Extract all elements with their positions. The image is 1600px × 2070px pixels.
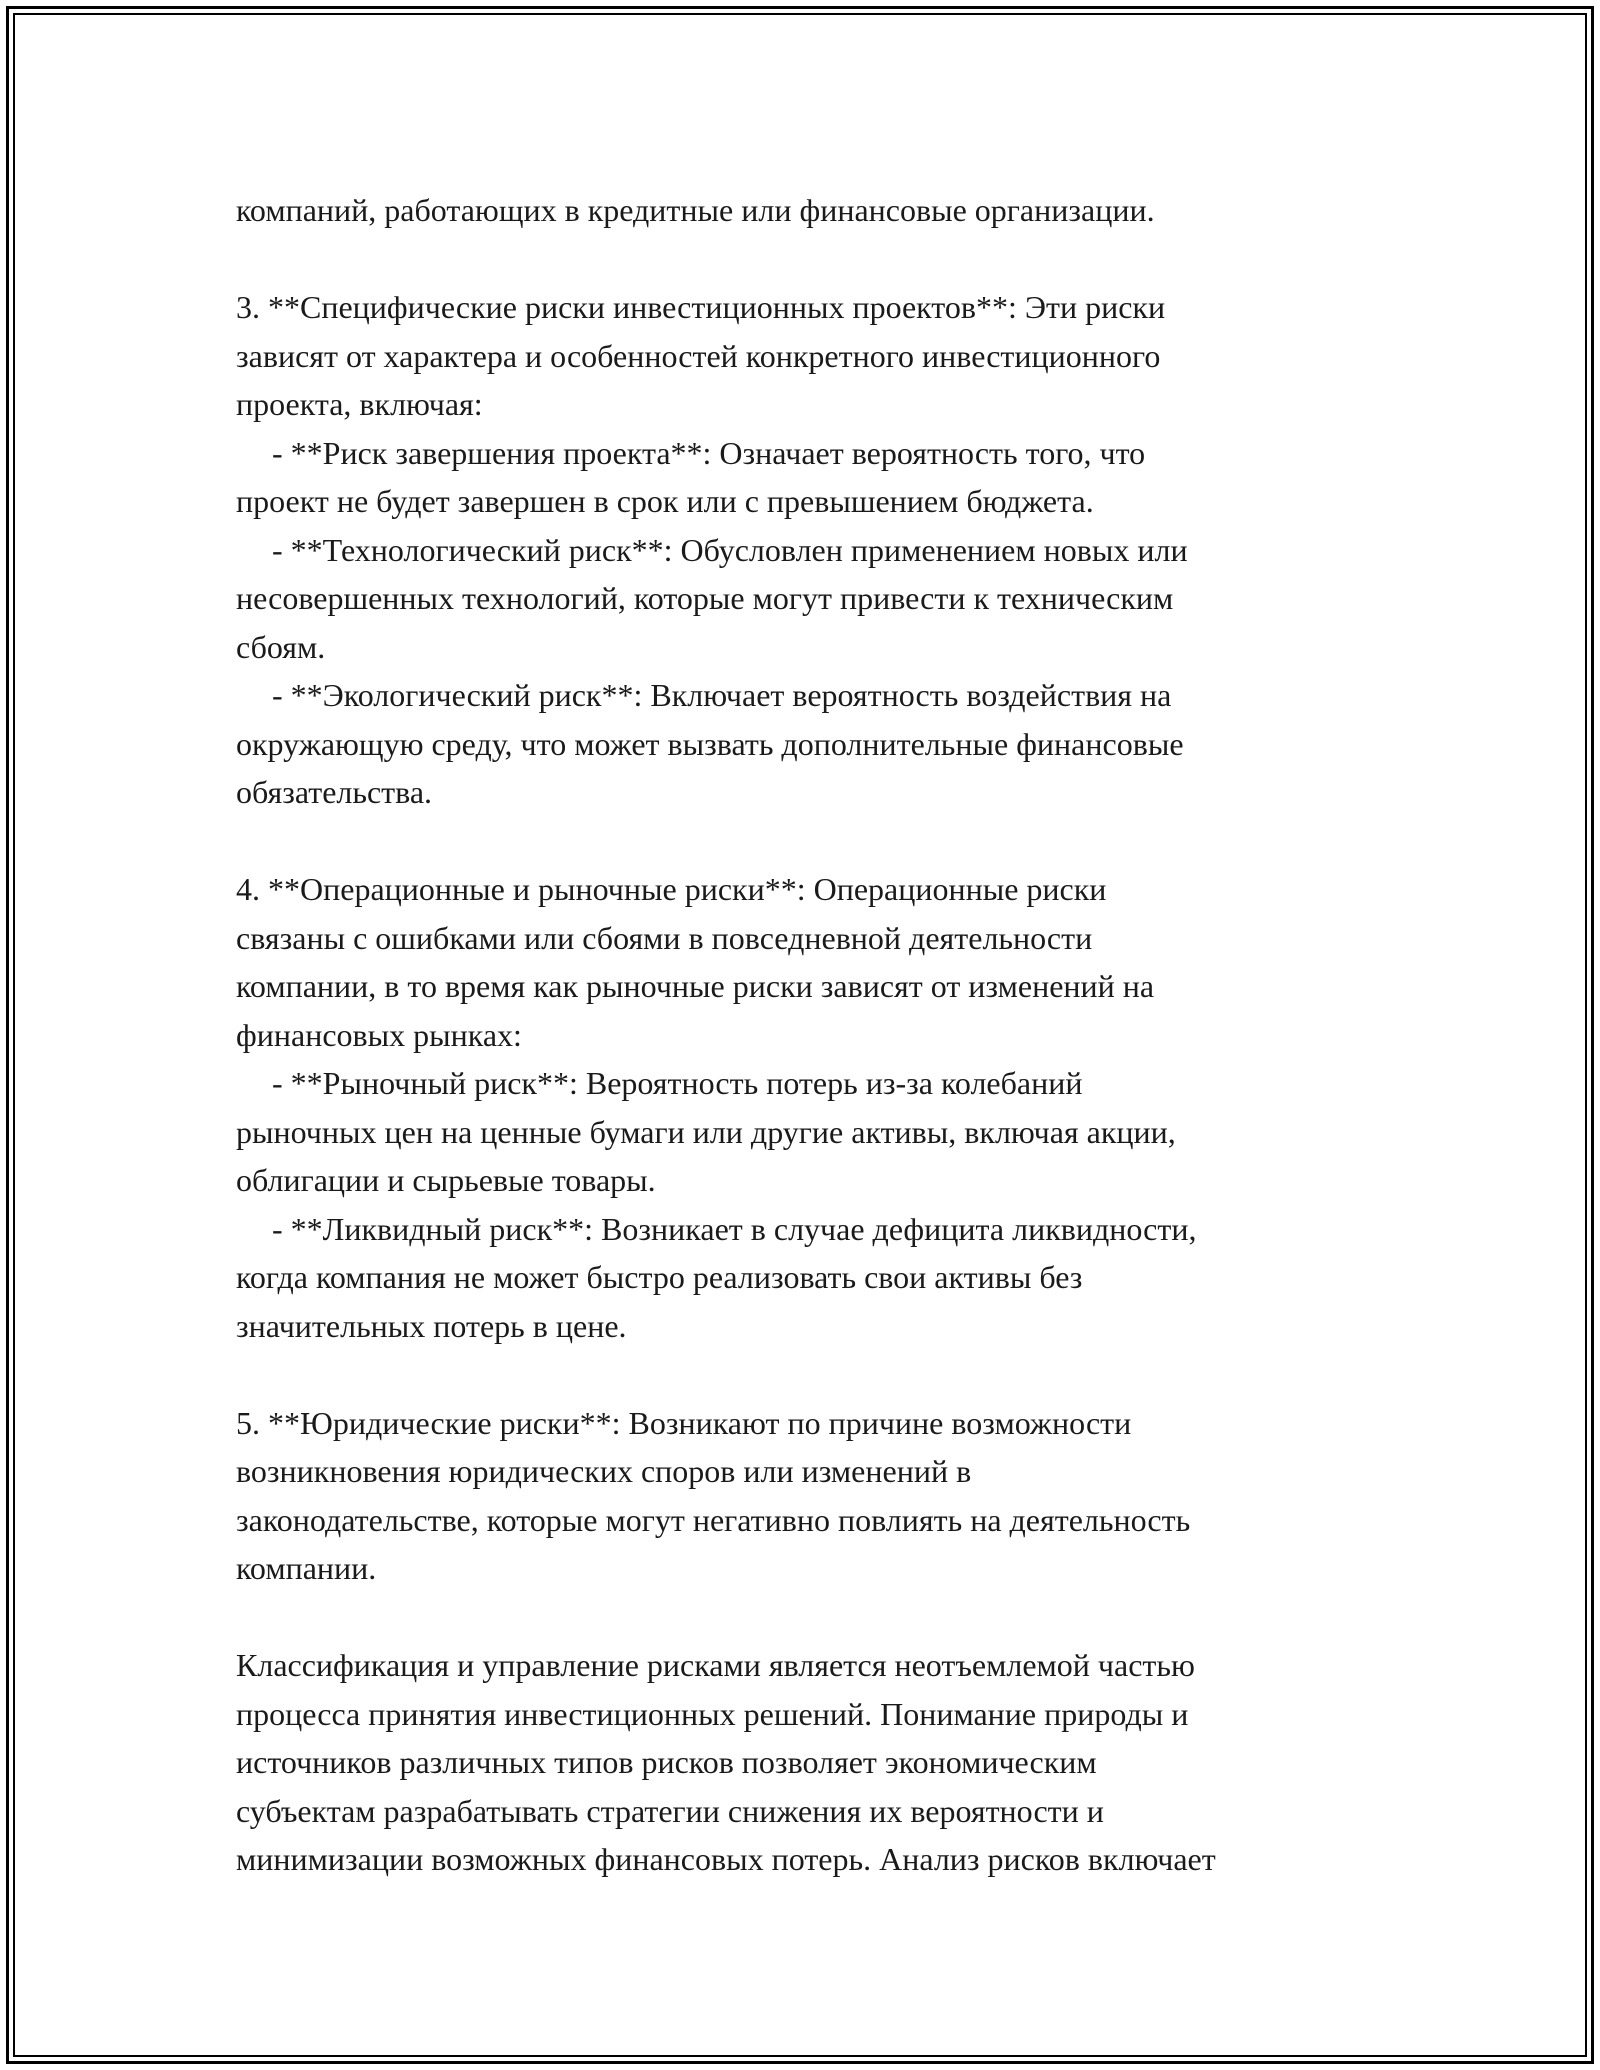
conclusion-line: субъектам разрабатывать стратегии снижения их вероятности и: [236, 1792, 1104, 1829]
sub-item-line: - **Риск завершения проекта**: Означает вероятность того, что: [272, 434, 1146, 471]
document-body: [236, 186, 1386, 1884]
list-item-4-line: компании, в то время как рыночные риски зависят от изменений на: [236, 968, 1155, 1004]
sub-item-line: когда компания не может быстро реализовать свои активы без: [236, 1259, 1083, 1295]
list-item-3-line: 3. **Специфические риски инвестиционных проектов**: Эти риски: [236, 289, 1166, 325]
list-item-3-line: проекта, включая:: [236, 386, 483, 422]
list-item-4-line: финансовых рынках:: [236, 1016, 522, 1053]
paragraph-gap: [236, 235, 1386, 284]
list-item-5-line: 5. **Юридические риски**: Возникают по причине возможности: [236, 1404, 1132, 1441]
sub-item-line: рыночных цен на ценные бумаги или другие активы, включая акции,: [236, 1113, 1176, 1150]
list-item-3-line: зависят от характера и особенностей конкретного инвестиционного: [236, 337, 1161, 374]
sub-item-line: облигации и сырьевые товары.: [236, 1162, 656, 1198]
sub-item-line: - **Рыночный риск**: Вероятность потерь из-за колебаний: [272, 1065, 1083, 1101]
sub-item-line: сбоям.: [236, 628, 326, 665]
conclusion-line: минимизации возможных финансовых потерь. Анализ рисков включает: [236, 1841, 1216, 1877]
list-item-5-line: возникновения юридических споров или изменений в: [236, 1453, 972, 1489]
sub-item-line: значительных потерь в цене.: [236, 1307, 627, 1344]
paragraph-gap: [236, 1593, 1386, 1642]
sub-item-line: проект не будет завершен в срок или с превышением бюджета.: [236, 483, 1094, 519]
list-item-4-line: связаны с ошибками или сбоями в повседневной деятельности: [236, 919, 1093, 956]
sub-item-line: - **Технологический риск**: Обусловлен применением новых или: [272, 531, 1188, 568]
sub-item-line: несовершенных технологий, которые могут привести к техническим: [236, 580, 1174, 616]
list-item-5-line: законодательстве, которые могут негативно повлиять на деятельность: [236, 1501, 1191, 1538]
list-item-5-line: компании.: [236, 1550, 377, 1586]
conclusion-line: источников различных типов рисков позволяет экономическим: [236, 1744, 1097, 1780]
text-line: компаний, работающих в кредитные или финансовые организации.: [236, 192, 1155, 228]
sub-item-line: - **Ликвидный риск**: Возникает в случае дефицита ликвидности,: [272, 1210, 1197, 1247]
list-item-4-line: 4. **Операционные и рыночные риски**: Операционные риски: [236, 871, 1107, 907]
conclusion-line: Классификация и управление рисками является неотъемлемой частью: [236, 1647, 1195, 1683]
paragraph-gap: [236, 1350, 1386, 1399]
sub-item-line: обязательства.: [236, 774, 433, 810]
sub-item-line: окружающую среду, что может вызвать дополнительные финансовые: [236, 725, 1184, 762]
conclusion-line: процесса принятия инвестиционных решений. Понимание природы и: [236, 1695, 1189, 1732]
paragraph-gap: [236, 817, 1386, 866]
sub-item-line: - **Экологический риск**: Включает вероятность воздействия на: [272, 677, 1172, 713]
